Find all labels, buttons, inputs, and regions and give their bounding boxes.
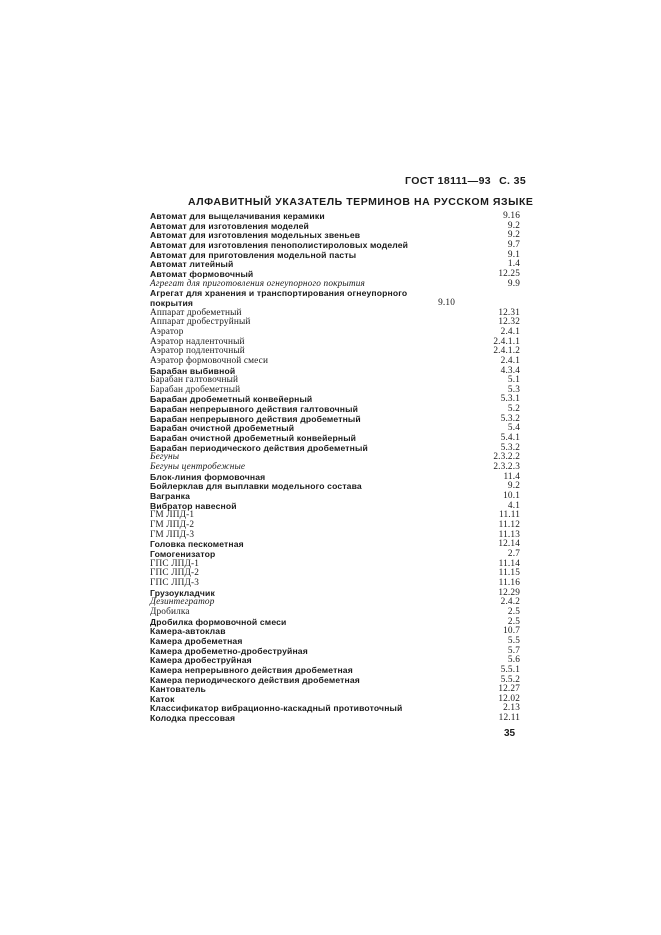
index-term: Головка пескометная <box>150 539 244 550</box>
index-reference: 2.13 <box>503 703 520 714</box>
index-term: ГПС ЛПД-3 <box>150 577 200 588</box>
index-term: Автомат для выщелачивания керамики <box>150 211 325 221</box>
index-term: Бегуны центробежные <box>150 462 246 473</box>
index-title: АЛФАВИТНЫЙ УКАЗАТЕЛЬ ТЕРМИНОВ НА РУССКОМ ЯЗЫКЕ <box>188 196 534 208</box>
index-term: Вибратор навесной <box>150 500 237 511</box>
index-term: Грузоукладчик <box>150 587 215 598</box>
index-reference: 12.32 <box>498 317 520 328</box>
index-term: Камера дробеметная <box>150 635 243 646</box>
page-header <box>405 175 526 187</box>
index-reference: 12.27 <box>498 684 520 695</box>
index-reference: 2.4.1.2 <box>493 346 520 357</box>
index-reference: 12.02 <box>498 693 520 704</box>
index-reference: 4.1 <box>507 500 520 511</box>
index-term: Аэратор подленточный <box>150 346 245 357</box>
index-reference: 5.6 <box>507 655 520 666</box>
term-index-list <box>150 212 520 724</box>
index-term: Дезинтегратор <box>150 597 215 608</box>
index-term: Дробилка формовочной смеси <box>150 616 287 627</box>
index-entry <box>150 289 520 308</box>
page-number: 35 <box>504 728 516 739</box>
index-term: ГПС ЛПД-1 <box>150 558 200 569</box>
index-reference: 11.4 <box>503 471 520 482</box>
index-reference: 11.15 <box>498 568 520 579</box>
index-reference: 9.2 <box>507 481 520 492</box>
index-reference: 4.3.4 <box>500 365 520 376</box>
index-term: Бегуны <box>150 452 180 463</box>
index-reference: 5.2 <box>507 404 520 415</box>
page-label: С. 35 <box>499 175 527 187</box>
index-reference: 2.4.2 <box>500 597 520 608</box>
index-term: Бойлерклав для выплавки модельного состава <box>150 481 362 492</box>
index-term: Классификатор вибрационно-каскадный противоточный <box>150 703 403 714</box>
index-term: Барабан очистной дробеметный <box>150 423 295 434</box>
index-term: Барабан галтовочный <box>150 375 239 386</box>
index-reference: 2.5 <box>507 616 520 627</box>
index-reference: 12.14 <box>498 539 520 550</box>
index-term: ГПС ЛПД-2 <box>150 568 200 579</box>
index-entry <box>150 598 520 608</box>
index-entry <box>150 685 520 695</box>
index-reference: 9.2 <box>507 230 520 241</box>
index-term: Барабан дробеметный конвейерный <box>150 394 313 405</box>
index-reference: 2.7 <box>507 548 520 559</box>
index-reference: 5.5.2 <box>500 674 520 685</box>
index-entry <box>150 444 520 454</box>
index-term: Каток <box>150 693 175 704</box>
index-reference: 5.3.2 <box>500 442 520 453</box>
index-reference: 11.11 <box>499 510 520 521</box>
index-term: Аэратор формовочной смеси <box>150 355 269 366</box>
index-term: Дробилка <box>150 606 190 617</box>
index-entry <box>150 318 520 328</box>
index-entry <box>150 511 520 521</box>
index-term: Автомат для изготовления пенополистироловых моделей <box>150 239 409 250</box>
index-reference: 11.12 <box>498 520 520 530</box>
index-reference: 5.3.1 <box>500 394 520 405</box>
index-reference: 9.2 <box>507 220 520 231</box>
index-reference: 2.3.2.2 <box>493 452 520 463</box>
index-entry <box>150 569 520 579</box>
index-entry <box>150 714 520 724</box>
index-reference: 9.1 <box>507 249 520 260</box>
index-reference: 12.11 <box>498 713 520 724</box>
index-reference: 12.29 <box>498 587 520 598</box>
index-term: Колодка прессовая <box>150 713 236 724</box>
index-reference: 9.9 <box>507 278 520 289</box>
index-entry <box>150 521 520 531</box>
index-reference: 5.3 <box>507 384 520 395</box>
index-term: Автомат для изготовления модельных звеньев <box>150 230 361 241</box>
index-term: ГМ ЛПД-1 <box>150 510 195 521</box>
index-reference: 10.7 <box>503 626 520 637</box>
index-reference: 9.16 <box>503 211 520 221</box>
index-reference: 2.5 <box>507 606 520 617</box>
index-reference: 11.13 <box>498 529 520 540</box>
index-term: Агрегат для приготовления огнеупорного покрытия <box>150 278 366 289</box>
index-term: Вагранка <box>150 491 191 502</box>
index-term: Барабан непрерывного действия галтовочный <box>150 404 359 415</box>
index-reference: 9.7 <box>507 239 520 250</box>
index-reference: 2.3.2.3 <box>493 462 520 473</box>
index-reference: 5.1 <box>507 375 520 386</box>
index-reference: 5.4.1 <box>500 433 520 444</box>
index-term: Барабан очистной дробеметный конвейерный <box>150 433 357 444</box>
index-reference: 5.3.2 <box>500 413 520 424</box>
index-term: Аэратор надленточный <box>150 336 245 347</box>
index-term: Камера дробеметно-дробеструйная <box>150 645 308 656</box>
index-reference: 11.16 <box>498 577 520 588</box>
index-term: Камера непрерывного действия дробеметная <box>150 664 353 675</box>
standard-code: ГОСТ 18111—93 <box>405 175 492 187</box>
index-term: Камера дробеструйная <box>150 655 252 666</box>
index-reference: 5.4 <box>507 423 520 434</box>
index-reference: 5.7 <box>507 645 520 656</box>
index-term: ГМ ЛПД-3 <box>150 529 195 540</box>
index-reference: 12.25 <box>498 268 520 279</box>
index-entry <box>150 502 520 512</box>
index-term: Автомат для приготовления модельной пасты <box>150 249 357 260</box>
index-term: Блок-линия формовочная <box>150 471 266 482</box>
index-entry <box>150 560 520 570</box>
index-reference: 5.5.1 <box>500 664 520 675</box>
index-term: Барабан периодического действия дробеметный <box>150 442 368 453</box>
index-term: Барабан непрерывного действия дробеметный <box>150 413 361 424</box>
index-term: Автомат формовочный <box>150 268 254 279</box>
index-reference: 5.5 <box>507 635 520 646</box>
index-reference: 10.1 <box>503 491 520 502</box>
index-reference: 12.31 <box>498 307 520 318</box>
index-entry <box>150 482 520 492</box>
index-term: Кантователь <box>150 684 206 695</box>
index-term: Камера-автоклав <box>150 626 226 637</box>
index-term: Аппарат дробеметный <box>150 307 242 318</box>
index-reference: 2.4.1 <box>500 355 520 366</box>
index-term: Камера периодического действия дробеметная <box>150 674 360 685</box>
index-reference: 2.4.1 <box>500 326 520 337</box>
index-term: Автомат литейный <box>150 259 234 270</box>
index-entry <box>150 550 520 560</box>
index-term: Аппарат дробеструйный <box>150 317 251 328</box>
index-term: Барабан выбивной <box>150 365 236 376</box>
index-term: Барабан дробеметный <box>150 384 241 395</box>
index-reference: 9.10 <box>438 297 455 308</box>
index-term: Аэратор <box>150 326 184 337</box>
index-term: Автомат для изготовления моделей <box>150 220 309 231</box>
index-term: Гомогенизатор <box>150 548 216 559</box>
index-term: Агрегат для хранения и транспортирования огнеупорного покрытия <box>150 288 408 308</box>
index-term: ГМ ЛПД-2 <box>150 520 195 530</box>
index-reference: 2.4.1.1 <box>493 336 520 347</box>
index-reference: 11.14 <box>498 558 520 569</box>
index-reference: 1.4 <box>507 259 520 270</box>
